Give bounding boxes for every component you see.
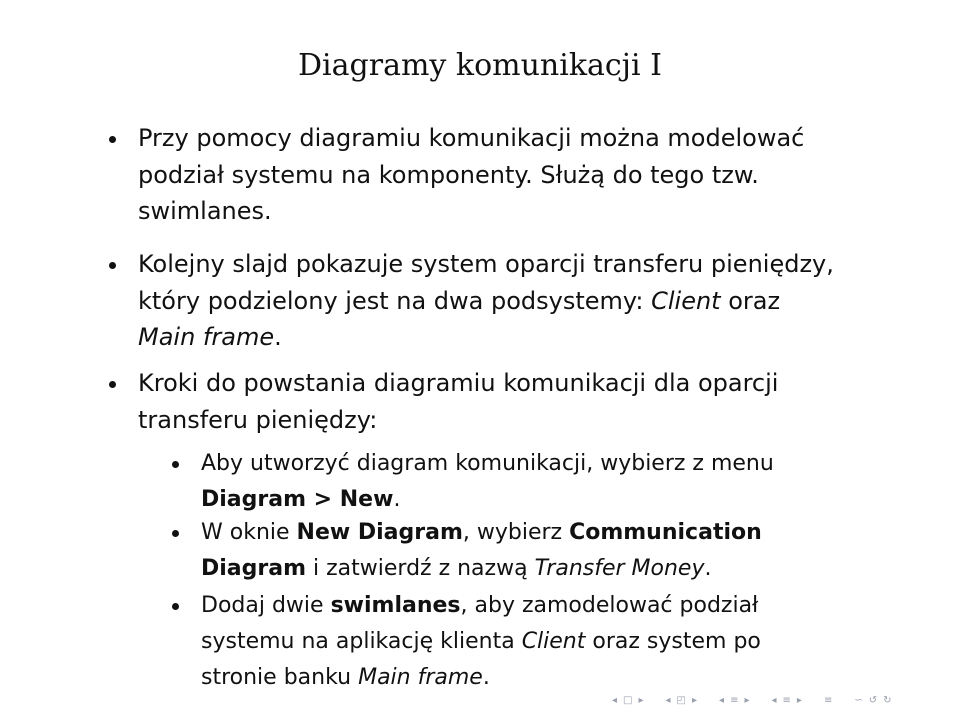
- text-segment: .: [274, 323, 282, 351]
- subbullet-dot-icon: [172, 603, 179, 610]
- text-line: [138, 157, 898, 194]
- subbullet-text: [201, 446, 891, 518]
- text-line: [138, 402, 898, 439]
- text-segment: swimlanes.: [138, 197, 272, 225]
- nav-section-icon[interactable]: ≡: [730, 695, 739, 706]
- text-line: [138, 365, 898, 402]
- text-segment: Przy pomocy diagramiu komunikacji można modelować: [138, 124, 805, 152]
- text-segment: .: [704, 556, 712, 581]
- bullet-item: [138, 120, 898, 230]
- nav-frame-icon[interactable]: □: [623, 695, 633, 706]
- nav-doc-icon[interactable]: ≡: [782, 695, 791, 706]
- text-segment: transferu pieniędzy:: [138, 405, 378, 434]
- nav-prev-section-icon[interactable]: ◂: [719, 695, 725, 706]
- bullet-text: [138, 365, 898, 438]
- bold-text: swimlanes: [330, 593, 461, 618]
- text-segment: podział systemu na komponenty. Służą do tego tzw.: [138, 160, 759, 189]
- nav-prev-doc-icon[interactable]: ◂: [771, 695, 777, 706]
- nav-appendix-icon[interactable]: ≡: [823, 695, 833, 706]
- italic-text: Client: [521, 629, 586, 654]
- text-line: [138, 246, 898, 283]
- subbullet-item: [201, 588, 891, 696]
- text-segment: , wybierz: [462, 520, 570, 545]
- bullet-dot-icon: [109, 381, 116, 388]
- subbullet-item: [201, 446, 891, 518]
- text-line: [201, 624, 891, 660]
- nav-prev-subsection-icon[interactable]: ◂: [665, 695, 671, 706]
- text-segment: stronie banku: [201, 665, 359, 690]
- text-line: [201, 446, 891, 482]
- bold-text: New Diagram: [296, 520, 463, 545]
- bullet-dot-icon: [109, 262, 116, 269]
- bullet-text: [138, 120, 898, 230]
- italic-text: Main frame: [358, 665, 483, 690]
- text-segment: systemu na aplikację klienta: [201, 629, 522, 654]
- subbullet-text: [201, 588, 891, 696]
- nav-next-doc-icon[interactable]: ▸: [796, 695, 802, 706]
- text-line: [138, 319, 898, 356]
- subbullet-dot-icon: [172, 530, 179, 537]
- subbullet-dot-icon: [172, 461, 179, 468]
- nav-next-section-icon[interactable]: ▸: [744, 695, 750, 706]
- bullet-dot-icon: [109, 136, 116, 143]
- text-segment: oraz system po: [585, 629, 761, 654]
- bullet-item: [138, 365, 898, 438]
- bold-text: Communication: [569, 520, 762, 545]
- italic-text: Transfer Money: [534, 556, 705, 581]
- bullet-item: [138, 246, 898, 356]
- text-segment: Kroki do powstania diagramiu komunikacji dla oparcji: [138, 369, 779, 397]
- italic-text: Main frame: [138, 323, 275, 351]
- text-segment: .: [393, 487, 401, 512]
- subbullet-item: [201, 515, 891, 587]
- italic-text: Client: [651, 286, 721, 315]
- slide-title: Diagramy komunikacji I: [298, 48, 662, 83]
- subbullet-text: [201, 515, 891, 587]
- text-line: [201, 660, 891, 696]
- bullet-text: [138, 246, 898, 356]
- text-segment: który podzielony jest na dwa podsystemy:: [138, 286, 652, 315]
- text-segment: Kolejny slajd pokazuje system oparcji transferu pieniędzy,: [138, 250, 834, 278]
- text-line: [138, 283, 898, 320]
- nav-forward-icon[interactable]: ↻: [883, 695, 892, 706]
- text-line: [201, 551, 891, 587]
- text-segment: , aby zamodelować podział: [460, 593, 759, 618]
- text-line: [138, 193, 898, 230]
- nav-back-icon[interactable]: ↺: [868, 695, 878, 706]
- nav-subsection-icon[interactable]: ◰: [676, 695, 686, 706]
- text-segment: W oknie: [201, 520, 297, 545]
- text-segment: Dodaj dwie: [201, 593, 331, 618]
- text-segment: Aby utworzyć diagram komunikacji, wybierz z menu: [201, 451, 774, 476]
- beamer-navigation-bar[interactable]: [612, 693, 892, 709]
- text-line: [201, 482, 891, 518]
- nav-first-icon[interactable]: ◂: [612, 695, 618, 706]
- text-line: [201, 588, 891, 624]
- text-segment: oraz: [720, 286, 781, 315]
- text-segment: .: [482, 665, 490, 690]
- bold-text: Diagram > New: [201, 487, 394, 512]
- nav-next-subsection-icon[interactable]: ▸: [692, 695, 698, 706]
- nav-search-icon[interactable]: ∽: [854, 695, 863, 706]
- text-line: [138, 120, 898, 157]
- text-segment: i zatwierdź z nazwą: [306, 556, 535, 581]
- bold-text: Diagram: [201, 556, 307, 581]
- text-line: [201, 515, 891, 551]
- nav-prev-frame-icon[interactable]: ▸: [638, 695, 644, 706]
